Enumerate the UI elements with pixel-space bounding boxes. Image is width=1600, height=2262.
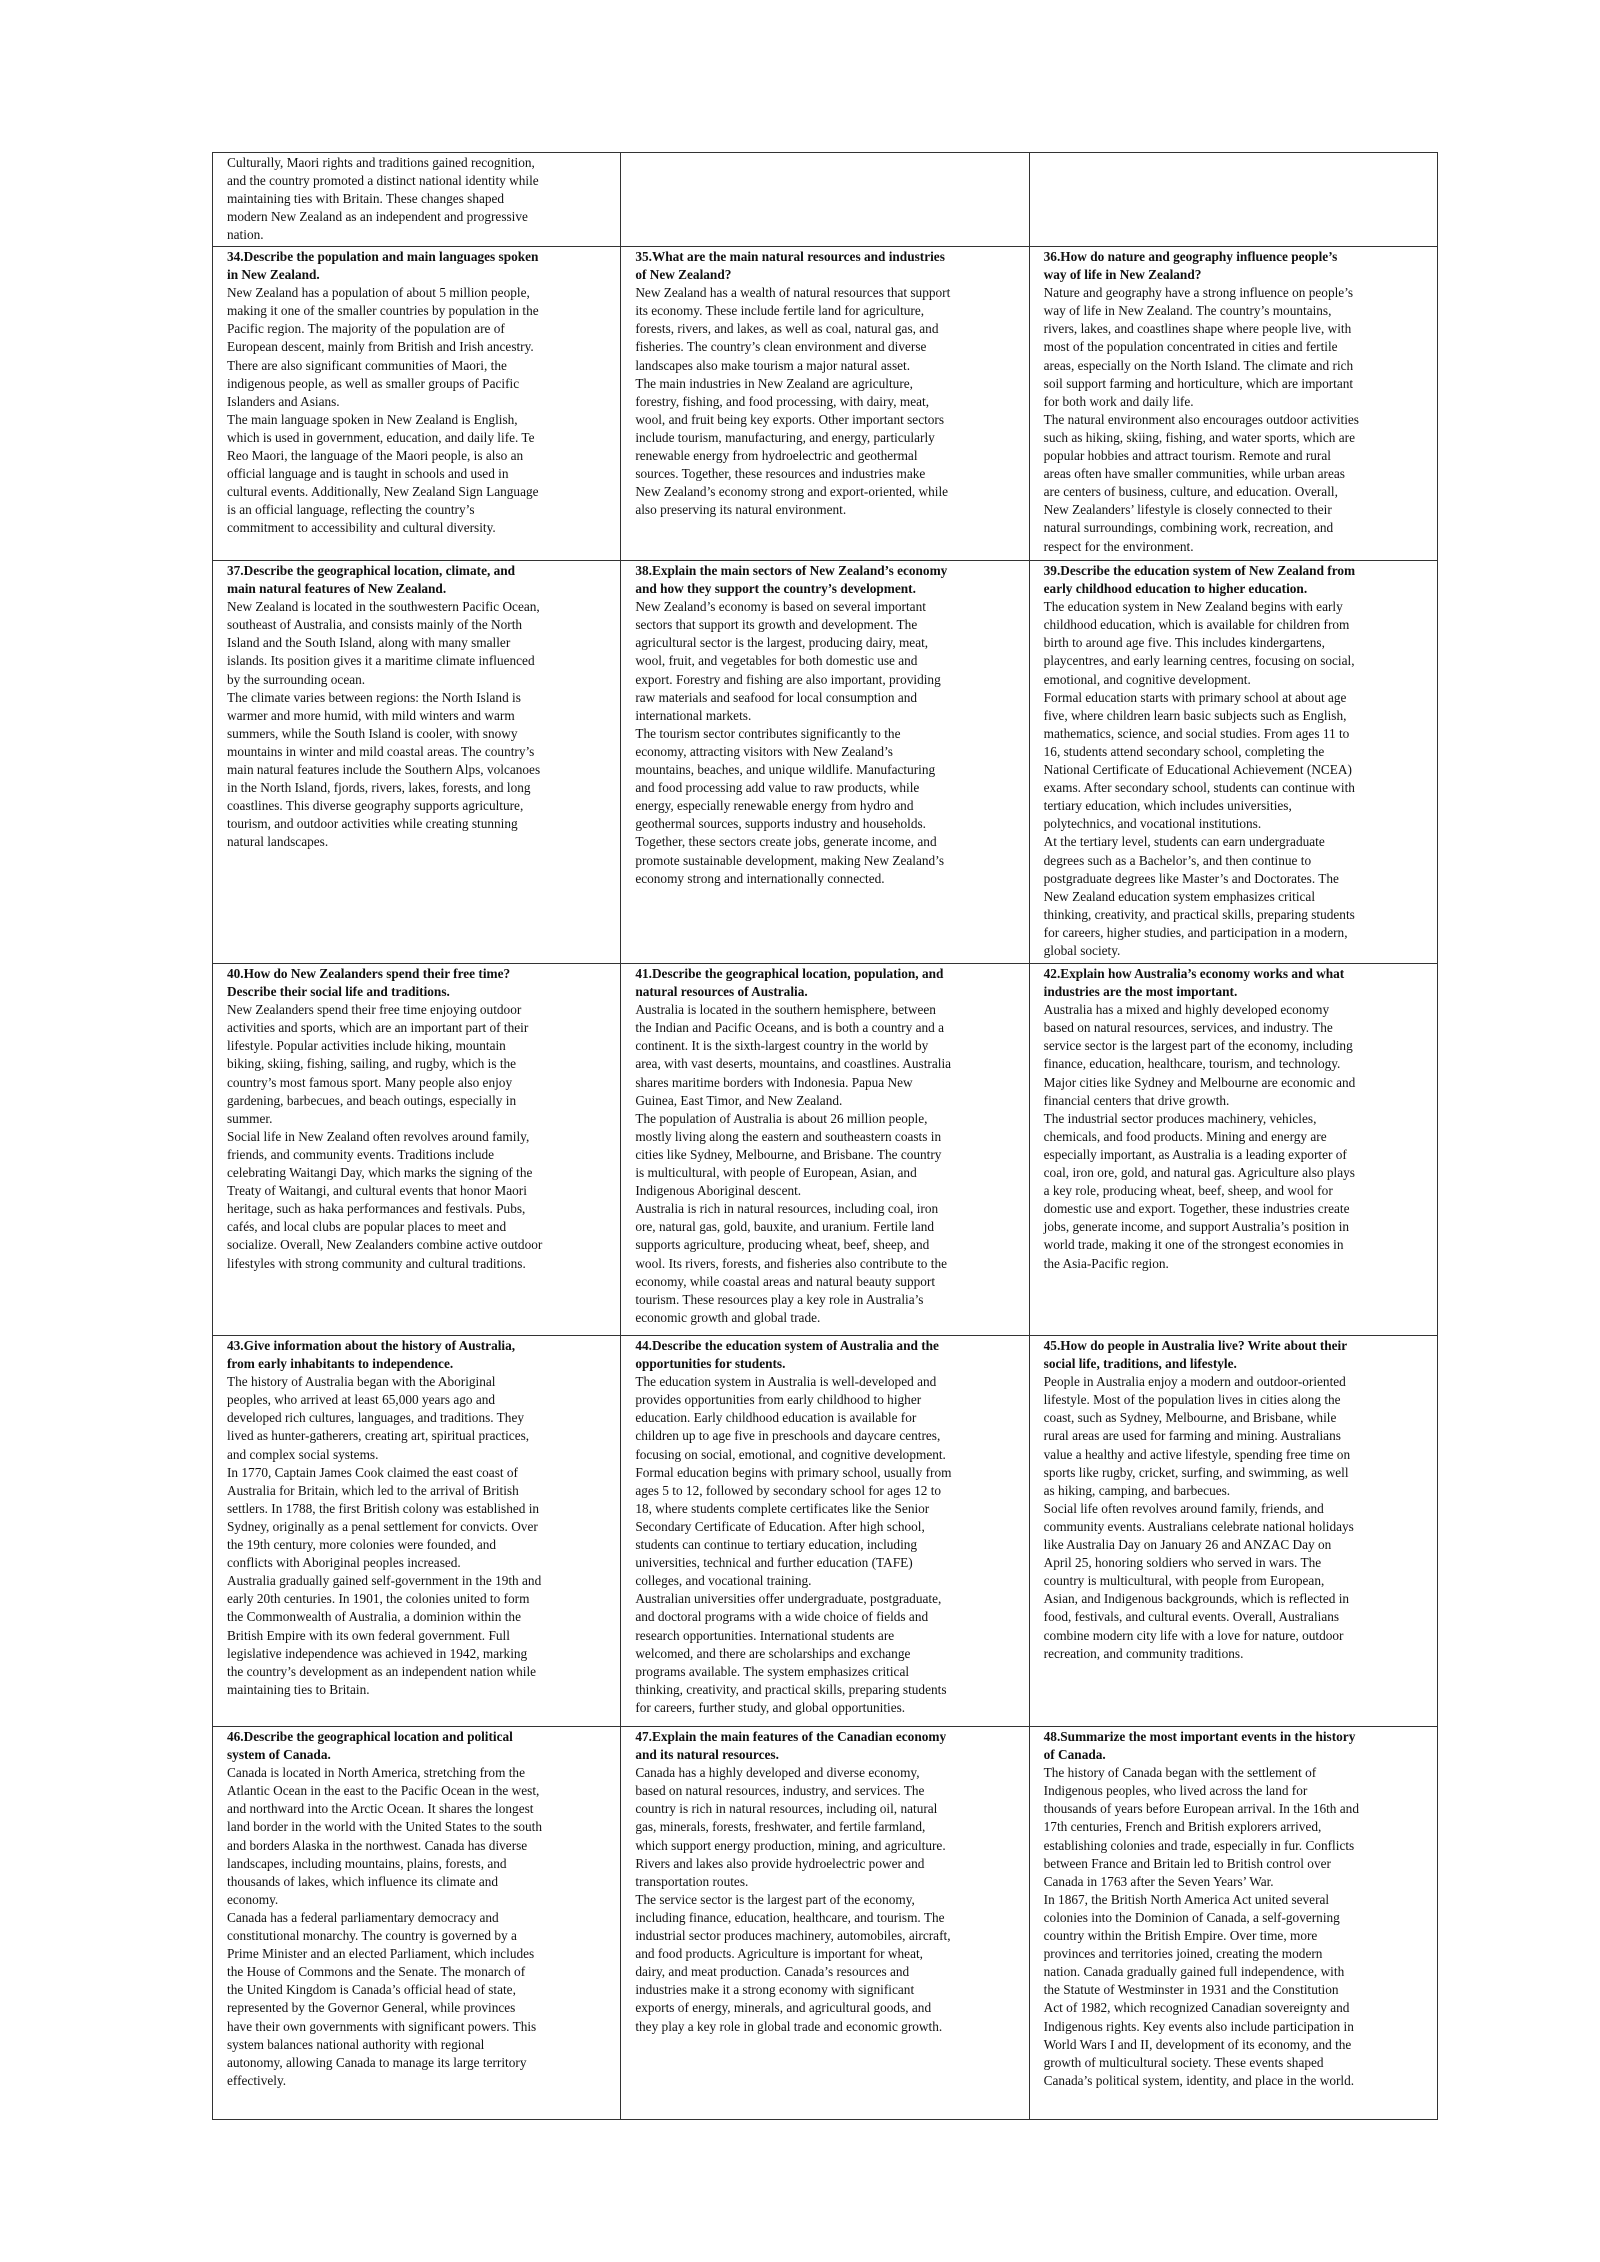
question-title: 38.Explain the main sectors of New Zealand’s economy and how they support the country’s development.: [635, 563, 948, 597]
answer-text: New Zealanders spend their free time enjoying outdoor activities and sports, which are an important part of their lifestyle. Popular activities include hiking, mountain biking, skiing, fishing, sailing, and rugby, which is the country’s most famous sport. Many people also enjoy gardening, barbecues, and beach outings, especially in summer. Social life in New Zealand often revolves around family, friends, and community events. Traditions include celebrating Waitangi Day, which marks the signing of the Treaty of Waitangi, and cultural events that honor Maori heritage, such as haka performances and festivals. Pubs, cafés, and local clubs are popular places to meet and socialize. Overall, New Zealanders combine active outdoor lifestyles with strong community and cultural traditions.: [227, 1002, 543, 1271]
question-title: 43.Give information about the history of Australia, from early inhabitants to independence.: [227, 1338, 516, 1372]
table-cell: [621, 247, 1029, 561]
table-cell: [1029, 1336, 1437, 1727]
table-cell: [213, 1727, 621, 2120]
question-title: 48.Summarize the most important events in the history of Canada.: [1043, 1729, 1356, 1763]
table-row: [213, 247, 1438, 561]
table-cell-empty: [621, 153, 1029, 247]
answer-text: New Zealand is located in the southwestern Pacific Ocean, southeast of Australia, and consists mainly of the North Island and the South Island, along with many smaller islands. Its position gives it a maritime climate influenced by the surrounding ocean. The climate varies between regions: the North Island is warmer and more humid, with mild winters and warm summers, while the South Island is cooler, with snowy mountains in winter and mild coastal areas. The country’s main natural features include the Southern Alps, volcanoes in the North Island, fjords, rivers, lakes, forests, and long coastlines. This diverse geography supports agriculture, tourism, and outdoor activities while creating stunning natural landscapes.: [227, 599, 541, 850]
question-title: 39.Describe the education system of New Zealand from early childhood education to higher education.: [1043, 563, 1356, 597]
table-cell: [621, 1336, 1029, 1727]
table-cell: [621, 1727, 1029, 2120]
table-row: [213, 561, 1438, 964]
qa-table: [212, 152, 1438, 2120]
table-cell: [1029, 247, 1437, 561]
question-title: 47.Explain the main features of the Canadian economy and its natural resources.: [635, 1729, 947, 1763]
table-cell: [213, 153, 621, 247]
answer-text: The history of Australia began with the Aboriginal peoples, who arrived at least 65,000 years ago and developed rich cultures, languages, and traditions. They lived as hunter-gatherers, creating art, spiritual practices, and complex social systems. In 1770, Captain James Cook claimed the east coast of Australia for Britain, which led to the arrival of British settlers. In 1788, the first British colony was established in Sydney, originally as a penal settlement for convicts. Over the 19th century, more colonies were founded, and conflicts with Aboriginal peoples increased. Australia gradually gained self-government in the 19th and early 20th centuries. In 1901, the colonies united to form the Commonwealth of Australia, a dominion within the British Empire with its own federal government. Full legislative independence was achieved in 1942, marking the country’s development as an independent nation while maintaining ties to Britain.: [227, 1374, 542, 1697]
question-title: 41.Describe the geographical location, population, and natural resources of Australia.: [635, 966, 944, 1000]
question-title: 36.How do nature and geography influence people’s way of life in New Zealand?: [1043, 249, 1338, 283]
table-cell-empty: [1029, 153, 1437, 247]
question-title: 34.Describe the population and main languages spoken in New Zealand.: [227, 249, 539, 283]
table-cell: [621, 964, 1029, 1336]
answer-text: Canada is located in North America, stretching from the Atlantic Ocean in the east to the Pacific Ocean in the west, and northward into the Arctic Ocean. It shares the longest land border in the world with the United States to the south and borders Alaska in the northwest. Canada has diverse landscapes, including mountains, plains, forests, and thousands of lakes, which influence its climate and economy. Canada has a federal parliamentary democracy and constitutional monarchy. The country is governed by a Prime Minister and an elected Parliament, which includes the House of Commons and the Senate. The monarch of the United Kingdom is Canada’s official head of state, represented by the Governor General, while provinces have their own governments with significant powers. This system balances national authority with regional autonomy, allowing Canada to manage its large territory effectively.: [227, 1765, 543, 2088]
question-title: 44.Describe the education system of Australia and the opportunities for students.: [635, 1338, 939, 1372]
table-cell: [213, 561, 621, 964]
answer-text: The education system in New Zealand begins with early childhood education, which is available for children from birth to around age five. This includes kindergartens, playcentres, and early learning centres, focusing on social, emotional, and cognitive development. Formal education starts with primary school at about age five, where children learn basic subjects such as English, mathematics, science, and social studies. From ages 11 to 16, students attend secondary school, completing the National Certificate of Educational Achievement (NCEA) exams. After secondary school, students can continue with tertiary education, which includes universities, polytechnics, and vocational institutions. At the tertiary level, students can earn undergraduate degrees such as a Bachelor’s, and then continue to postgraduate degrees like Master’s and Doctorates. The New Zealand education system emphasizes critical thinking, creativity, and practical skills, preparing students for careers, higher studies, and participation in a modern, global society.: [1043, 599, 1355, 958]
answer-text: Australia is located in the southern hemisphere, between the Indian and Pacific Oceans, and is both a country and a continent. It is the sixth-largest country in the world by area, with vast deserts, mountains, and coastlines. Australia shares maritime borders with Indonesia. Papua New Guinea, East Timor, and New Zealand. The population of Australia is about 26 million people, mostly living along the eastern and southeastern coasts in cities like Sydney, Melbourne, and Brisbane. The country is multicultural, with people of European, Asian, and Indigenous Aboriginal descent. Australia is rich in natural resources, including coal, iron ore, natural gas, gold, bauxite, and uranium. Fertile land supports agriculture, producing wheat, beef, sheep, and wool. Its rivers, forests, and fisheries also contribute to the economy, while coastal areas and natural beauty support tourism. These resources play a key role in Australia’s economic growth and global trade.: [635, 1002, 952, 1325]
table-row: [213, 964, 1438, 1336]
table-cell: [1029, 561, 1437, 964]
answer-text: Australia has a mixed and highly developed economy based on natural resources, services, and industry. The service sector is the largest part of the economy, including finance, education, healthcare, tourism, and technology. Major cities like Sydney and Melbourne are economic and financial centers that drive growth. The industrial sector produces machinery, vehicles, chemicals, and food products. Mining and energy are especially important, as Australia is a leading exporter of coal, iron ore, gold, and natural gas. Agriculture also plays a key role, producing wheat, beef, sheep, and wool for domestic use and export. Together, these industries create jobs, generate income, and support Australia’s position in world trade, making it one of the strongest economies in the Asia-Pacific region.: [1043, 1002, 1356, 1271]
table-row: [213, 1727, 1438, 2120]
answer-text: Canada has a highly developed and diverse economy, based on natural resources, industry, and services. The country is rich in natural resources, including oil, natural gas, minerals, forests, freshwater, and fertile farmland, which support energy production, mining, and agriculture. Rivers and lakes also provide hydroelectric power and transportation routes. The service sector is the largest part of the economy, including finance, education, healthcare, and tourism. The industrial sector produces machinery, automobiles, aircraft, and food products. Agriculture is important for wheat, dairy, and meat production. Canada’s resources and industries make it a strong economy with significant exports of energy, minerals, and agricultural goods, and they play a key role in global trade and economic growth.: [635, 1765, 951, 2034]
answer-text: New Zealand has a wealth of natural resources that support its economy. These include fertile land for agriculture, forests, rivers, and lakes, as well as coal, natural gas, and fisheries. The country’s clean environment and diverse landscapes also make tourism a major natural asset. The main industries in New Zealand are agriculture, forestry, fishing, and food processing, with dairy, meat, wool, and fruit being key exports. Other important sectors include tourism, manufacturing, and energy, particularly renewable energy from hydroelectric and geothermal sources. Together, these resources and industries make New Zealand’s economy strong and export-oriented, while also preserving its natural environment.: [635, 285, 951, 518]
table-cell: [213, 1336, 621, 1727]
answer-text: New Zealand’s economy is based on several important sectors that support its growth and development. The agricultural sector is the largest, producing dairy, meat, wool, fruit, and vegetables for both domestic use and export. Forestry and fishing are also important, providing raw materials and seafood for local consumption and international markets. The tourism sector contributes significantly to the economy, attracting visitors with New Zealand’s mountains, beaches, and unique wildlife. Manufacturing and food processing add value to raw products, while energy, especially renewable energy from hydro and geothermal sources, supports industry and households. Together, these sectors create jobs, generate income, and promote sustainable development, making New Zealand’s economy strong and internationally connected.: [635, 599, 945, 886]
answer-text: The history of Canada began with the settlement of Indigenous peoples, who lived across the land for thousands of years before European arrival. In the 16th and 17th centuries, French and British explorers arrived, establishing colonies and trade, especially in fur. Conflicts between France and Britain led to British control over Canada in 1763 after the Seven Years’ War. In 1867, the British North America Act united several colonies into the Dominion of Canada, a self-governing country within the British Empire. Over time, more provinces and territories joined, creating the modern nation. Canada gradually gained full independence, with the Statute of Westminster in 1931 and the Constitution Act of 1982, which recognized Canadian sovereignty and Indigenous rights. Key events also include participation in World Wars I and II, development of its economy, and the growth of multicultural society. These events shaped Canada’s political system, identity, and place in the world.: [1043, 1765, 1359, 2088]
table-cell: [621, 561, 1029, 964]
table-cell: [1029, 964, 1437, 1336]
table-row: [213, 153, 1438, 247]
answer-text: Nature and geography have a strong influence on people’s way of life in New Zealand. The country’s mountains, rivers, lakes, and coastlines shape where people live, with most of the population concentrated in cities and fertile areas, especially on the North Island. The climate and rich soil support farming and horticulture, which are important for both work and daily life. The natural environment also encourages outdoor activities such as hiking, skiing, fishing, and water sports, which are popular hobbies and attract tourism. Remote and rural areas often have smaller communities, while urban areas are centers of business, culture, and education. Overall, New Zealanders’ lifestyle is closely connected to their natural surroundings, combining work, recreation, and respect for the environment.: [1043, 285, 1359, 554]
question-title: 46.Describe the geographical location and political system of Canada.: [227, 1729, 513, 1763]
table-cell: [213, 247, 621, 561]
table-cell: [1029, 1727, 1437, 2120]
question-title: 35.What are the main natural resources and industries of New Zealand?: [635, 249, 945, 283]
table-cell: [213, 964, 621, 1336]
question-title: 45.How do people in Australia live? Write about their social life, traditions, and lifestyle.: [1043, 1338, 1348, 1372]
answer-text: The education system in Australia is well-developed and provides opportunities from early childhood to higher education. Early childhood education is available for children up to age five in preschools and daycare centres, focusing on social, emotional, and cognitive development. Formal education begins with primary school, usually from ages 5 to 12, followed by secondary school for ages 12 to 18, where students complete certificates like the Senior Secondary Certificate of Education. After high school, students can continue to tertiary education, including universities, technical and further education (TAFE) colleges, and vocational training. Australian universities offer undergraduate, postgraduate, and doctoral programs with a wide choice of fields and research opportunities. International students are welcomed, and there are scholarships and exchange programs available. The system emphasizes critical thinking, creativity, and practical skills, preparing students for careers, further study, and global opportunities.: [635, 1374, 952, 1715]
question-title: 37.Describe the geographical location, climate, and main natural features of New Zealand.: [227, 563, 516, 597]
table-row: [213, 1336, 1438, 1727]
question-title: 40.How do New Zealanders spend their free time? Describe their social life and traditions.: [227, 966, 511, 1000]
answer-text: Culturally, Maori rights and traditions gained recognition, and the country promoted a distinct national identity while maintaining ties with Britain. These changes shaped modern New Zealand as an independent and progressive nation.: [227, 155, 539, 243]
answer-text: People in Australia enjoy a modern and outdoor-oriented lifestyle. Most of the population lives in cities along the coast, such as Sydney, Melbourne, and Brisbane, while rural areas are used for farming and mining. Australians value a healthy and active lifestyle, spending free time on sports like rugby, cricket, surfing, and swimming, as well as hiking, camping, and barbecues. Social life often revolves around family, friends, and community events. Australians celebrate national holidays like Australia Day on January 26 and ANZAC Day on April 25, honoring soldiers who served in wars. The country is multicultural, with people from European, Asian, and Indigenous backgrounds, which is reflected in food, festivals, and cultural events. Overall, Australians combine modern city life with a love for nature, outdoor recreation, and community traditions.: [1043, 1374, 1354, 1661]
answer-text: New Zealand has a population of about 5 million people, making it one of the smaller countries by population in the Pacific region. The majority of the population are of European descent, mainly from British and Irish ancestry. There are also significant communities of Maori, the indigenous people, as well as smaller groups of Pacific Islanders and Asians. The main language spoken in New Zealand is English, which is used in government, education, and daily life. Te Reo Maori, the language of the Maori people, is also an official language and is taught in schools and used in cultural events. Additionally, New Zealand Sign Language is an official language, reflecting the country’s commitment to accessibility and cultural diversity.: [227, 285, 539, 536]
question-title: 42.Explain how Australia’s economy works and what industries are the most important.: [1043, 966, 1345, 1000]
